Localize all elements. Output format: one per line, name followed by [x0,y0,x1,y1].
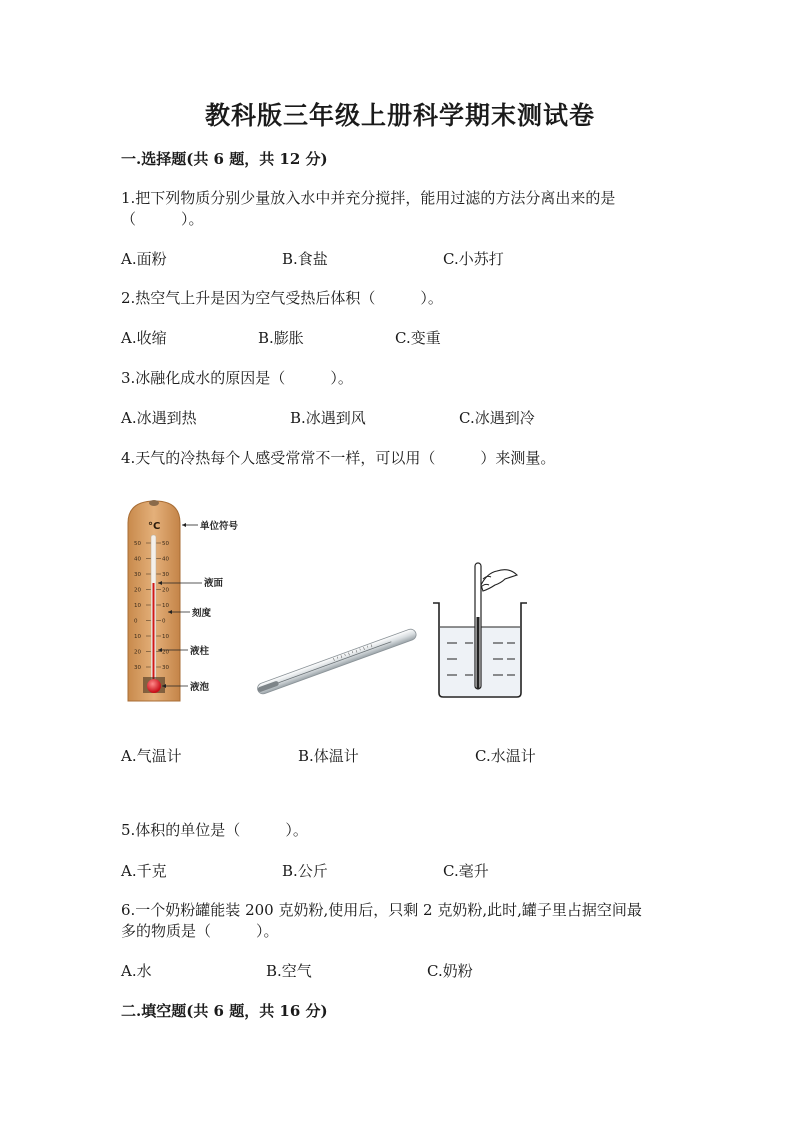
scale-right-tick-label: 10 [162,603,169,609]
question-6-option-a[interactable]: A.水 [121,962,152,980]
scale-right-tick-label: 20 [162,587,169,594]
question-1-text: 1.把下列物质分别少量放入水中并充分搅拌，能用过滤的方法分离出来的是 [121,189,616,207]
question-6-text-cont: 多的物质是（ ）。 [121,922,279,940]
label-bulb: 液泡 [190,682,210,693]
question-5-option-b[interactable]: B.公斤 [282,862,328,880]
scale-right-tick-label: 20 [162,649,169,656]
unit-symbol-text: °C [148,521,161,532]
question-6-text: 6.一个奶粉罐能装 200 克奶粉,使用后，只剩 2 克奶粉,此时,罐子里占据空间最 [121,901,642,919]
question-1-text-cont: （ ）。 [121,210,204,228]
scale-right-tick-label: 0 [162,618,166,625]
scale-right-tick-label: 50 [162,541,169,547]
section-heading-fill-blank: 二.填空题(共 6 题，共 16 分) [121,1002,328,1020]
section-heading-choice: 一.选择题(共 6 题，共 12 分) [121,150,328,168]
scale-right-tick-label: 30 [162,665,169,671]
scale-right-tick-label: 40 [162,556,169,563]
question-1-option-a[interactable]: A.面粉 [121,250,167,268]
question-4-option-a[interactable]: A.气温计 [121,747,182,765]
question-2-option-b[interactable]: B.膨胀 [258,329,304,347]
scale-left-tick-label: 50 [134,541,141,547]
thermometer-bulb [147,679,161,693]
label-liquid-surface: 液面 [204,578,224,589]
water-thermometer-figure [425,555,535,700]
scale-left-tick-label: 10 [134,603,141,609]
question-2-option-c[interactable]: C.变重 [395,329,441,347]
scale-right-tick-label: 10 [162,634,169,640]
label-scale: 刻度 [192,608,212,619]
question-5-option-c[interactable]: C.毫升 [443,862,489,880]
question-3-text: 3.冰融化成水的原因是（ ）。 [121,369,353,387]
question-5-text: 5.体积的单位是（ ）。 [121,821,308,839]
question-6-option-c[interactable]: C.奶粉 [427,962,473,980]
question-4-option-b[interactable]: B.体温计 [298,747,359,765]
thermometer-unit-label [148,521,160,532]
question-1-option-c[interactable]: C.小苏打 [443,250,504,268]
body-thermometer-figure [245,620,430,705]
question-3-option-b[interactable]: B.冰遇到风 [290,409,366,427]
question-1-option-b[interactable]: B.食盐 [282,250,328,268]
scale-left-tick-label: 30 [134,665,141,671]
question-2-option-a[interactable]: A.收缩 [121,329,167,347]
question-4-text: 4.天气的冷热每个人感受常常不一样，可以用（ ）来测量。 [121,449,556,467]
scale-left-tick-label: 30 [134,572,141,578]
question-4-option-c[interactable]: C.水温计 [475,747,536,765]
question-6-option-b[interactable]: B.空气 [266,962,312,980]
question-3-option-c[interactable]: C.冰遇到冷 [459,409,535,427]
scale-left-tick-label: 20 [134,649,141,656]
scale-left-tick-label: 10 [134,634,141,640]
question-3-option-a[interactable]: A.冰遇到热 [121,409,197,427]
scale-left-tick-label: 20 [134,587,141,594]
question-5-option-a[interactable]: A.千克 [121,862,167,880]
question-2-text: 2.热空气上升是因为空气受热后体积（ ）。 [121,289,443,307]
scale-left-tick-label: 40 [134,556,141,563]
page-title: 教科版三年级上册科学期末测试卷 [204,101,595,130]
label-unit-symbol: 单位符号 [200,521,239,532]
scale-left-tick-label: 0 [134,618,138,625]
label-liquid-column: 液柱 [190,646,210,657]
scale-right-tick-label: 30 [162,572,169,578]
